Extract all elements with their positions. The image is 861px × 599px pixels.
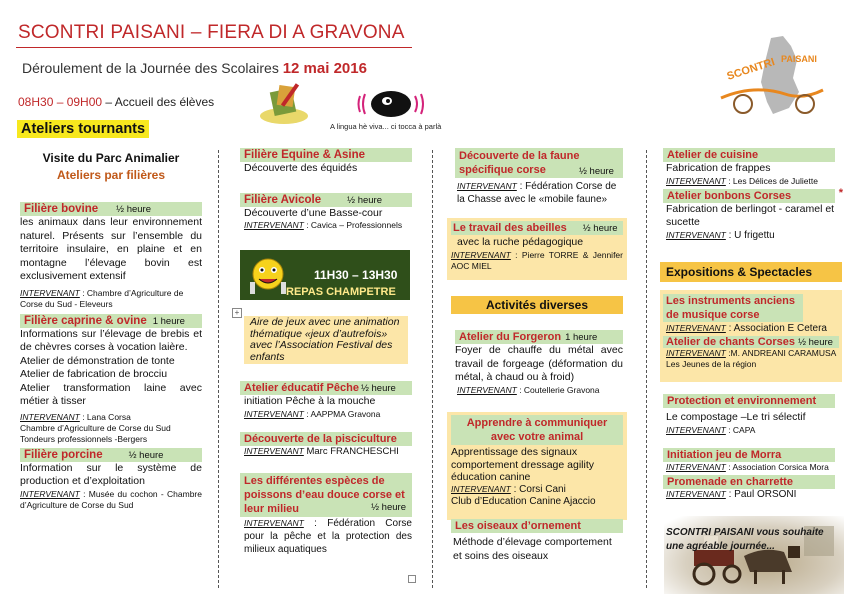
chants-title: Atelier de chants Corses — [666, 336, 795, 348]
poissons-title: Les différentes espèces de poissons d’eau douce corse et leur milieu — [244, 474, 405, 515]
caprine-title: Filière caprine & ovine — [24, 314, 147, 327]
bovine-intervenant-text: : Chambre d’Agriculture de Corse du Sud - Eleveurs — [20, 287, 184, 309]
column-divider — [432, 150, 433, 588]
abeilles-intervenant-text: : Pierre TORRE & Jennifer AOC MIEL — [451, 249, 623, 271]
porcine-description: Information sur le système de production et d’exploitation — [20, 461, 202, 487]
bovine-intervenant — [20, 288, 202, 310]
protection-description: Le compostage –Le tri sélectif — [666, 411, 806, 423]
communiquer-intervenant-text: : Corsi Cani — [510, 483, 566, 495]
forgeron-intervenant — [455, 385, 623, 396]
caprine-intervenant-2: Chambre d’Agriculture de Corse du Sud — [20, 422, 171, 433]
corsican-language-icon — [355, 88, 435, 120]
faune-intervenant — [455, 180, 623, 206]
porcine-intervenant-text: : Musée du cochon - Chambre d’Agriculture de Corse du Sud — [20, 488, 202, 510]
caprine-brocciu: Atelier de fabrication de brocciu — [20, 368, 168, 380]
expo-heading: Expositions & Spectacles — [660, 262, 842, 282]
column-1 — [20, 150, 202, 511]
faune-heading: Découverte de la faune spécifique corse — [455, 148, 623, 178]
resize-handle-icon[interactable] — [408, 575, 416, 583]
bonbons-description: Fabrication de berlingot - caramel et sucette — [666, 202, 835, 228]
chants-intervenant — [663, 348, 839, 359]
column-3-bottom — [451, 519, 623, 563]
bovine-description: les animaux dans leur environnement naturel. Présents sur l’ensemble du territoire insulaire, en plaine et en montagne l’élevage bovin est exclusivement extensif — [20, 216, 202, 282]
pisciculture-intervenant — [240, 446, 412, 457]
caprine-heading — [20, 314, 202, 328]
closing-message: SCONTRI PAISANI vous souhaite une agréable journée... — [666, 527, 824, 552]
porcine-title: Filière porcine — [24, 448, 103, 461]
communiquer-heading: Apprendre à communiquer avec votre animal — [451, 415, 623, 445]
intervenant-label: INTERVENANT — [666, 461, 726, 472]
oiseaux-heading: Les oiseaux d’ornement — [451, 519, 623, 533]
caprine-laine: Atelier transformation laine avec métier à tisser — [20, 381, 202, 407]
morra-heading: Initiation jeu de Morra — [663, 448, 835, 462]
caprine-intervenant-3: Tondeurs professionnels -Bergers — [20, 433, 148, 444]
column-4-lower — [663, 394, 841, 500]
repas-label: REPAS CHAMPETRE — [286, 286, 396, 298]
expo-box — [660, 290, 842, 382]
avicole-intervenant — [240, 220, 412, 231]
forgeron-description: Foyer de chauffe du métal avec travail de forgeage (déformation du métal, à chaud ou à froid) — [455, 344, 623, 383]
peche-duration: ½ heure — [360, 383, 396, 394]
bonbons-title: Atelier bonbons Corses — [667, 189, 792, 202]
bonbons-asterisk: * — [838, 186, 843, 199]
peche-description: initiation Pêche à la mouche — [244, 395, 376, 407]
abeilles-title: Le travail des abeilles — [453, 222, 567, 234]
pisciculture-intervenant-text: Marc FRANCHESCHI — [303, 445, 399, 457]
event-date: 12 mai 2016 — [282, 60, 367, 77]
bovine-duration: ½ heure — [116, 204, 152, 215]
intervenant-label: INTERVENANT — [20, 411, 80, 422]
equine-description: Découverte des équidés — [244, 162, 358, 174]
bonbons-intervenant — [663, 230, 841, 241]
porcine-duration: ½ heure — [128, 449, 164, 461]
poissons-intervenant-text: : Fédération Corse pour la pêche et la protection des milieux aquatiques — [244, 517, 412, 555]
protection-intervenant — [663, 425, 841, 436]
chants-intervenant-text: :M. ANDREANI CARAMUSA — [725, 348, 837, 358]
instruments-intervenant-text: : Association E Cetera — [725, 323, 827, 334]
column-2 — [240, 148, 412, 231]
caprine-duration: 1 heure — [152, 315, 185, 327]
intervenant-label: INTERVENANT — [451, 483, 511, 494]
intervenant-label: INTERVENANT — [666, 488, 726, 499]
equine-heading — [240, 148, 412, 162]
cuisine-intervenant-text: : Les Délices de Juliette — [725, 175, 818, 186]
table-move-handle-icon[interactable]: + — [232, 308, 242, 318]
column-4 — [663, 148, 841, 241]
aire-jeux-description: Aire de jeux avec une animation thématique «jeux d’autrefois» avec l’Association Festival des enfants — [250, 316, 400, 363]
logo-text-2: PAISANI — [781, 54, 817, 64]
intervenant-label: INTERVENANT — [666, 348, 726, 358]
peche-title: Atelier éducatif Pêche — [244, 382, 359, 394]
porcine-heading — [20, 448, 202, 462]
intervenant-label: INTERVENANT — [20, 488, 80, 499]
subtitle — [22, 60, 367, 77]
page-title: SCONTRI PAISANI – FIERA DI A GRAVONA — [18, 22, 405, 43]
bovine-title: Filière bovine — [24, 203, 99, 215]
welcome-time: 08H30 – 09H00 — [18, 95, 103, 109]
intervenant-label: INTERVENANT — [666, 323, 726, 333]
welcome-schedule — [18, 95, 214, 109]
promenade-heading: Promenade en charrette — [663, 475, 835, 489]
avicole-description: Découverte d’une Basse-cour — [244, 206, 383, 219]
caprine-description: Informations sur l’élevage de brebis et de chèvres corses à vocation laière. — [20, 327, 202, 353]
instruments-intervenant — [663, 323, 839, 334]
abeilles-intervenant — [451, 250, 623, 272]
repas-banner — [240, 250, 410, 300]
intervenant-label: INTERVENANT — [457, 384, 517, 395]
activites-heading: Activités diverses — [451, 296, 623, 314]
chants-heading — [663, 336, 839, 348]
logo-text-1: SCONTRI — [725, 56, 777, 83]
school-clipart-icon — [258, 80, 310, 126]
oiseaux-description: Méthode d’élevage comportement et soins des oiseaux — [453, 536, 612, 562]
intervenant-label: INTERVENANT — [244, 408, 304, 419]
abeilles-heading — [451, 221, 623, 235]
morra-intervenant — [663, 462, 841, 473]
promenade-intervenant-text: : Paul ORSONI — [725, 488, 797, 500]
section-heading: Ateliers tournants — [17, 120, 149, 138]
poissons-duration: ½ heure — [371, 501, 406, 513]
column-2-lower — [240, 381, 412, 556]
intervenant-label: INTERVENANT — [244, 220, 304, 230]
intervenant-label: INTERVENANT — [666, 424, 726, 435]
poissons-heading — [240, 473, 412, 517]
caprine-tonte: Atelier de démonstration de tonte — [20, 354, 175, 367]
forgeron-heading — [455, 330, 623, 344]
abeilles-duration: ½ heure — [582, 223, 618, 234]
corsican-motto: A lingua hè viva... ci tocca à parlà — [330, 122, 442, 131]
bonbons-intervenant-text: : U frigettu — [725, 229, 775, 241]
repas-time: 11H30 – 13H30 — [314, 268, 398, 282]
protection-heading: Protection et environnement — [663, 394, 835, 408]
peche-intervenant-text: : AAPPMA Gravona — [303, 408, 381, 419]
chants-intervenant-2: Les Jeunes de la région — [666, 359, 757, 369]
cuisine-heading: Atelier de cuisine — [663, 148, 835, 162]
faune-intervenant-text: : Fédération Corse de la Chasse avec le «mobile faune» — [457, 181, 617, 205]
cuisine-intervenant — [663, 176, 841, 187]
welcome-label: – Accueil des élèves — [102, 95, 215, 109]
pisciculture-heading: Découverte de la pisciculture — [240, 432, 412, 446]
parc-subtitle: Ateliers par filières — [56, 168, 166, 182]
column-3-lower — [455, 330, 623, 396]
peche-intervenant — [240, 409, 412, 420]
caprine-intervenant-text: : Lana Corsa — [79, 411, 131, 422]
abeilles-box — [447, 218, 627, 280]
bovine-heading — [20, 202, 202, 216]
intervenant-label: INTERVENANT — [451, 249, 511, 260]
column-divider — [646, 150, 647, 588]
intervenant-label: INTERVENANT — [457, 181, 517, 191]
column-divider — [218, 150, 219, 588]
avicole-duration: ½ heure — [347, 194, 383, 206]
abeilles-description: avec la ruche pédagogique — [457, 236, 584, 248]
forgeron-intervenant-text: : Coutellerie Gravona — [516, 384, 600, 395]
intervenant-label: INTERVENANT — [20, 287, 80, 298]
intervenant-label: INTERVENANT — [666, 229, 726, 240]
forgeron-duration: 1 heure — [565, 332, 598, 343]
caprine-intervenant — [20, 412, 202, 423]
equine-title-1: Filière — [244, 149, 278, 161]
avicole-title: Filière Avicole — [244, 193, 322, 206]
peche-heading — [240, 381, 412, 395]
subtitle-text: Déroulement de la Journée des Scolaires — [22, 60, 279, 76]
communiquer-club: Club d’Education Canine Ajaccio — [451, 495, 596, 507]
chants-duration: ½ heure — [798, 337, 833, 348]
cuisine-description: Fabrication de frappes — [666, 162, 771, 174]
promenade-intervenant — [663, 489, 841, 500]
intervenant-label: INTERVENANT — [244, 517, 304, 528]
intervenant-label: INTERVENANT — [666, 175, 726, 186]
smiley-icon — [248, 254, 288, 298]
parc-title: Visite du Parc Animalier — [42, 151, 180, 165]
communiquer-box — [447, 412, 627, 520]
avicole-intervenant-text: : Cavica – Professionnels — [303, 220, 403, 230]
scontri-paisani-logo — [713, 32, 833, 120]
aire-jeux-box — [244, 316, 408, 364]
communiquer-intervenant — [451, 484, 623, 495]
intervenant-label: INTERVENANT — [244, 445, 304, 456]
forgeron-title: Atelier du Forgeron — [459, 331, 562, 343]
poissons-intervenant — [240, 517, 412, 556]
communiquer-description: Apprentissage des signaux comportement dressage agility éducation canine — [451, 446, 594, 483]
instruments-heading: Les instruments anciens de musique corse — [663, 294, 803, 322]
porcine-intervenant — [20, 489, 202, 511]
equine-title-2: Equine & Asine — [281, 149, 366, 161]
faune-duration: ½ heure — [579, 166, 614, 177]
bonbons-heading — [663, 186, 843, 203]
title-divider — [16, 47, 412, 48]
protection-intervenant-text: : CAPA — [725, 424, 756, 435]
avicole-heading — [240, 193, 412, 207]
morra-intervenant-text: : Association Corsica Mora — [725, 461, 829, 472]
column-3 — [455, 148, 623, 206]
